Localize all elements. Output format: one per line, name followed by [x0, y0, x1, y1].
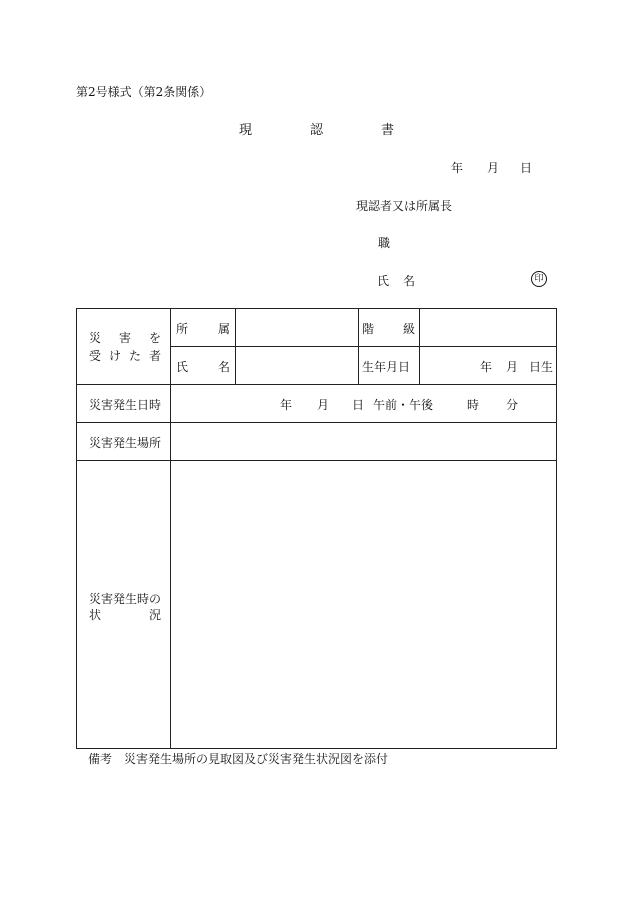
datetime-year: 年	[280, 398, 293, 412]
datetime-label: 災害発生日時	[89, 398, 162, 412]
column-divider-c	[419, 309, 420, 384]
name-label-1: 氏	[176, 360, 189, 374]
date-day-label: 日	[520, 161, 533, 175]
row-divider-1	[77, 384, 557, 385]
title-char-1: 現	[239, 123, 253, 138]
victim-label-7: 者	[149, 349, 162, 363]
name-label-2: 名	[218, 360, 231, 374]
datetime-month: 月	[317, 398, 330, 412]
seal-icon	[531, 271, 547, 287]
row-divider-3	[77, 460, 557, 461]
birthdate-month: 月	[506, 360, 519, 374]
rank-label-2: 級	[403, 322, 416, 336]
place-label: 災害発生場所	[89, 436, 162, 450]
title-char-2: 認	[310, 123, 324, 138]
date-year-label: 年	[451, 161, 464, 175]
datetime-day: 日	[352, 398, 365, 412]
signer-name-label-1: 氏	[377, 274, 390, 288]
title-char-3: 書	[381, 123, 395, 138]
victim-label-4: 受	[89, 349, 102, 363]
datetime-ampm: 午前・午後	[373, 398, 434, 412]
situation-label-line1: 災害発生時の	[89, 592, 162, 606]
label-column-divider	[170, 309, 171, 749]
victim-label-6: た	[129, 349, 142, 363]
form-number: 第2号様式（第2条関係）	[76, 85, 212, 99]
victim-label-2: 害	[119, 331, 132, 345]
report-table	[76, 308, 557, 749]
affiliation-label-2: 属	[218, 322, 231, 336]
column-divider-a	[235, 309, 236, 384]
victim-label-3: を	[149, 331, 162, 345]
birthdate-year: 年	[480, 360, 493, 374]
row-divider-2	[77, 422, 557, 423]
situation-label-2b: 況	[149, 608, 162, 622]
datetime-minute: 分	[506, 398, 519, 412]
birthdate-day: 日生	[529, 360, 554, 374]
situation-label-2a: 状	[89, 608, 102, 622]
datetime-hour: 時	[467, 398, 480, 412]
seal-text: 印	[534, 273, 544, 284]
affiliation-label-1: 所	[176, 322, 189, 336]
column-divider-b	[358, 309, 359, 384]
rank-label-1: 階	[362, 322, 375, 336]
reporter-label: 現認者又は所属長	[356, 199, 453, 213]
post-label: 職	[378, 236, 391, 250]
signer-name-label-2: 名	[403, 274, 416, 288]
victim-label-5: け	[109, 349, 122, 363]
birthdate-label: 生年月日	[362, 360, 411, 374]
row-divider-victim	[170, 346, 557, 347]
victim-label-1: 災	[89, 331, 102, 345]
remarks-note: 備考 災害発生場所の見取図及び災害発生状況図を添付	[88, 752, 389, 766]
date-month-label: 月	[487, 161, 500, 175]
